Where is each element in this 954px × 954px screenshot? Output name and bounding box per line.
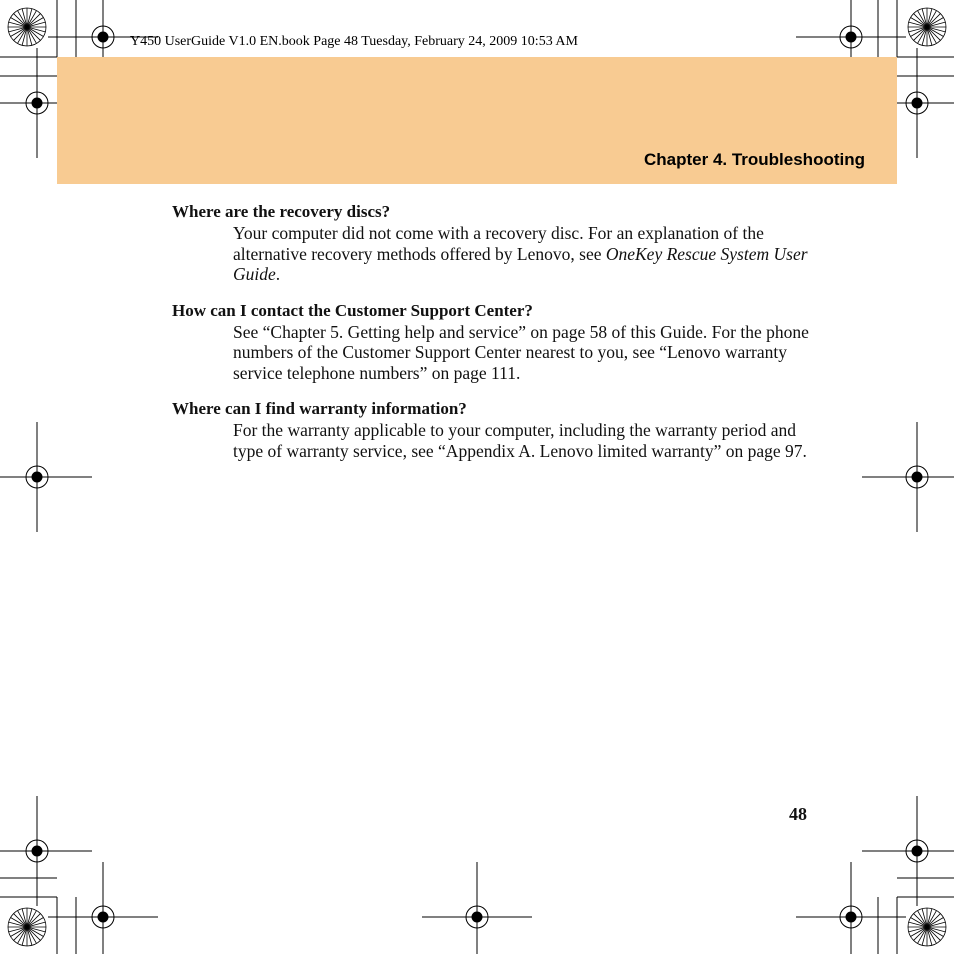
faq-item bbox=[172, 300, 812, 384]
star-target-icon bbox=[8, 8, 46, 46]
faq-answer: See “Chapter 5. Getting help and service” on page 58 of this Guide. For the phone numbers of the Customer Support Center nearest to you, see “Lenovo warranty service telephone numbers” on page 111. bbox=[233, 321, 809, 383]
registration-mark-icon bbox=[0, 796, 92, 906]
faq-item bbox=[172, 398, 812, 461]
faq-question: Where can I find warranty information? bbox=[172, 399, 467, 418]
registration-mark-icon bbox=[48, 862, 158, 954]
faq-answer: For the warranty applicable to your computer, including the warranty period and type of warranty service, see “Appendix A. Lenovo limited warranty” on page 97. bbox=[233, 420, 807, 461]
faq-answer bbox=[233, 223, 811, 285]
page-number: 48 bbox=[789, 804, 807, 824]
chapter-title: Chapter 4. Troubleshooting bbox=[643, 150, 865, 169]
faq-item bbox=[172, 201, 812, 285]
book-slug-line: Y450 UserGuide V1.0 EN.book Page 48 Tuesday, February 24, 2009 10:53 AM bbox=[130, 34, 578, 49]
guide-reference: OneKey Rescue System User Guide bbox=[233, 243, 808, 284]
faq-question: How can I contact the Customer Support Center? bbox=[172, 300, 533, 320]
answer-text: Your computer did not come with a recovery disc. For an explanation of the alternative recovery methods offered by Lenovo, see bbox=[233, 223, 764, 264]
answer-end: . bbox=[275, 264, 281, 284]
star-target-icon bbox=[908, 8, 946, 46]
registration-mark-icon bbox=[0, 422, 92, 532]
star-target-icon bbox=[908, 908, 946, 946]
registration-mark-icon bbox=[422, 862, 532, 954]
faq-question: Where are the recovery discs? bbox=[172, 202, 391, 221]
faq-content bbox=[172, 201, 812, 476]
registration-mark-icon bbox=[862, 796, 954, 906]
registration-mark-icon bbox=[796, 862, 906, 954]
star-target-icon bbox=[8, 908, 46, 946]
registration-mark-icon bbox=[862, 422, 954, 532]
